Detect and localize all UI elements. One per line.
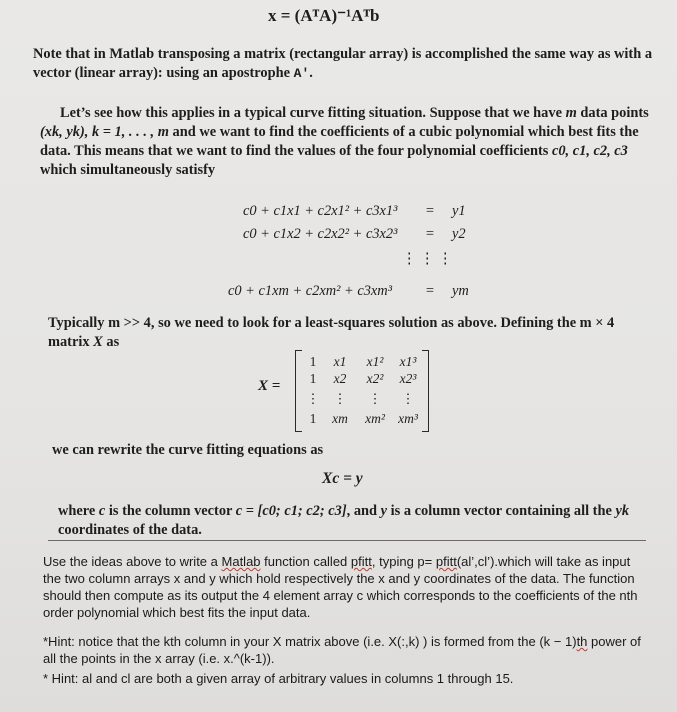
rewrite-line: we can rewrite the curve fitting equations as bbox=[52, 442, 324, 458]
matrix-cell: x2 bbox=[333, 371, 347, 386]
pfitt-word: pfitt bbox=[350, 554, 372, 569]
system-row-2: c0 + c1x2 + c2x2² + c3x2³ bbox=[243, 226, 398, 242]
matrix-cell: x1² bbox=[366, 354, 384, 369]
matrix-label: X = bbox=[258, 378, 281, 394]
matrix-cell: ⋮ bbox=[333, 391, 347, 406]
matrix-cell: x1³ bbox=[399, 354, 417, 369]
matrix-cell: xm³ bbox=[398, 411, 418, 426]
system-row-1: c0 + c1x1 + c2x1² + c3x1³ bbox=[243, 203, 398, 219]
section-divider bbox=[48, 540, 646, 541]
intro-paragraph: Let’s see how this applies in a typical curve fitting situation. Suppose that we have m data points (xk, yk), k = 1, . . . , m and we want to find the coefficients of a cubic polynomial which best fits the data. This means that we want to find the values of the four polynomial coefficients c0, c1, c2, c3 which simultaneously satisfy bbox=[40, 105, 649, 178]
var-X: X bbox=[93, 334, 103, 350]
matrix-cell: x2³ bbox=[399, 371, 417, 386]
system-row-m: c0 + c1xm + c2xm² + c3xm³ bbox=[228, 283, 393, 299]
where-paragraph: where c is the column vector c = [c0; c1; c2; c3], and y is a column vector containing all the yk coordinates of the data. bbox=[58, 503, 630, 538]
matrix-cell: ⋮ bbox=[368, 391, 382, 406]
matrix-bracket-right bbox=[422, 350, 429, 432]
header-equation: x = (AᵀA)⁻¹Aᵀb bbox=[268, 6, 380, 25]
xc-equation: Xc = y bbox=[322, 470, 363, 487]
note-text: Note that in Matlab transposing a matrix (rectangular array) is accomplished the same way as with a vector (linear array): using an apostrophe bbox=[33, 46, 653, 81]
hint-1: *Hint: notice that the kth column in your X matrix above (i.e. X(:,k) ) is formed from the (k − 1)th power of all the points in the x array (i.e. x.^(k-1)). bbox=[43, 634, 641, 666]
matrix-cell: 1 bbox=[309, 411, 317, 426]
coeffs-expr: c0, c1, c2, c3 bbox=[551, 143, 628, 159]
matrix-cell: ⋮ bbox=[306, 391, 320, 406]
hint-2: * Hint: al and cl are both a given array of arbitrary values in columns 1 through 15. bbox=[43, 671, 514, 686]
matrix-cell: xm² bbox=[365, 411, 385, 426]
matrix-cell: x1 bbox=[333, 354, 347, 369]
system-dots: ⋮ ⋮ ⋮ bbox=[402, 251, 453, 267]
matrix-cell: xm bbox=[332, 411, 348, 426]
matrix-cell: 1 bbox=[309, 371, 317, 386]
typically-paragraph: Typically m >> 4, so we need to look for a least-squares solution as above. Defining the m × 4 matrix X as bbox=[48, 315, 615, 350]
note-code: A' bbox=[293, 66, 310, 81]
data-points-expr: (xk, yk), k = 1, . . . , m bbox=[40, 124, 169, 140]
var-m: m bbox=[565, 105, 577, 121]
task-paragraph: Use the ideas above to write a Matlab function called pfitt, typing p= pfitt(al’,cl’).which will take as input the two column arrays x and y which hold respectively the x and y coordinates of the data. The function should then compute as its output the 4 element array c which corresponds to the coefficients of the nth order polynomial which best fits the input data. bbox=[43, 554, 638, 620]
matrix-cell: 1 bbox=[309, 354, 317, 369]
note-paragraph: Note that in Matlab transposing a matrix (rectangular array) is accomplished the same way as with a vector (linear array): using an apostrophe A'. bbox=[33, 46, 653, 81]
matrix-cell: x2² bbox=[366, 371, 384, 386]
matrix-cell: ⋮ bbox=[401, 391, 415, 406]
matlab-word: Matlab bbox=[221, 554, 261, 569]
c-vector-expr: c = [c0; c1; c2; c3] bbox=[235, 503, 347, 519]
